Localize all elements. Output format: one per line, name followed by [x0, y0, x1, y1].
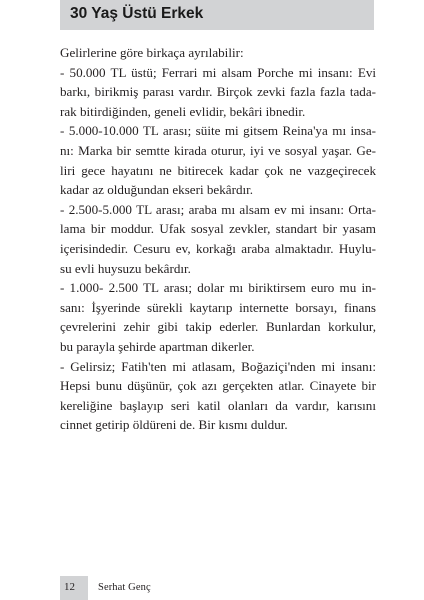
- text-line: - 5.000-10.000 TL arası; süite mi gitsem Reina'ya mı insa-: [60, 123, 376, 139]
- chapter-header: [60, 0, 374, 30]
- text-line: rak bitirdiğinden, geneli evlidir, bekâri ibnedir.: [60, 103, 306, 119]
- text-line: barkı, birikmiş parası vardır. Birçok zevki fazla fazla tada-: [60, 84, 376, 100]
- text-line: kadar az olduğundan ekseri bekârdır.: [60, 182, 254, 198]
- text-line: içerisindedir. Cesuru ev, korkağı araba almaktadır. Huylu-: [60, 240, 376, 256]
- text-line: nı: Marka bir semtte kirada oturur, iyi ve sosyal yaşar. Ge-: [60, 142, 376, 158]
- page-number: 12: [64, 581, 75, 593]
- text-line: - Gelirsiz; Fatih'ten mi atlasam, Boğaziçi'nden mi insanı:: [60, 358, 376, 374]
- text-line: - 50.000 TL üstü; Ferrari mi alsam Porche mi insanı: Evi: [60, 64, 376, 80]
- text-line: su evli huysuzu bekârdır.: [60, 260, 191, 276]
- text-line: bu parayla şehirde apartman dikerler.: [60, 338, 255, 354]
- text-line: Gelirlerine göre birkaça ayrılabilir:: [60, 45, 244, 60]
- text-line: - 2.500-5.000 TL arası; araba mı alsam ev mi insanı: Orta-: [60, 201, 376, 217]
- author-name: Serhat Genç: [98, 582, 151, 593]
- text-line: - 1.000- 2.500 TL arası; dolar mı biriktirsem euro mu in-: [60, 280, 376, 296]
- text-line: liri gece hayatını ne bitirecek kadar çok ne vazgeçirecek: [60, 162, 376, 178]
- body-text: [60, 43, 376, 435]
- text-line: cinnet getirip öldüreni de. Bir kısmı duldur.: [60, 417, 288, 433]
- text-line: kereliğine başlayıp seri katil olanları da vardır, karısını: [60, 397, 376, 413]
- text-line: çevrelerini zehir gibi takip ederler. Bunlardan korkulur,: [60, 319, 376, 335]
- text-line: Hepsi bunu düşünür, çok azı gerçekten atlar. Cinayete bir: [60, 378, 376, 394]
- text-line: sanı: İşyerinde sürekli kaytarıp internette borsayı, finans: [60, 299, 376, 315]
- text-line: lama bir moddur. Ufak sosyal zevkler, standart bir yasam: [60, 221, 376, 237]
- chapter-title: 30 Yaş Üstü Erkek: [70, 5, 204, 22]
